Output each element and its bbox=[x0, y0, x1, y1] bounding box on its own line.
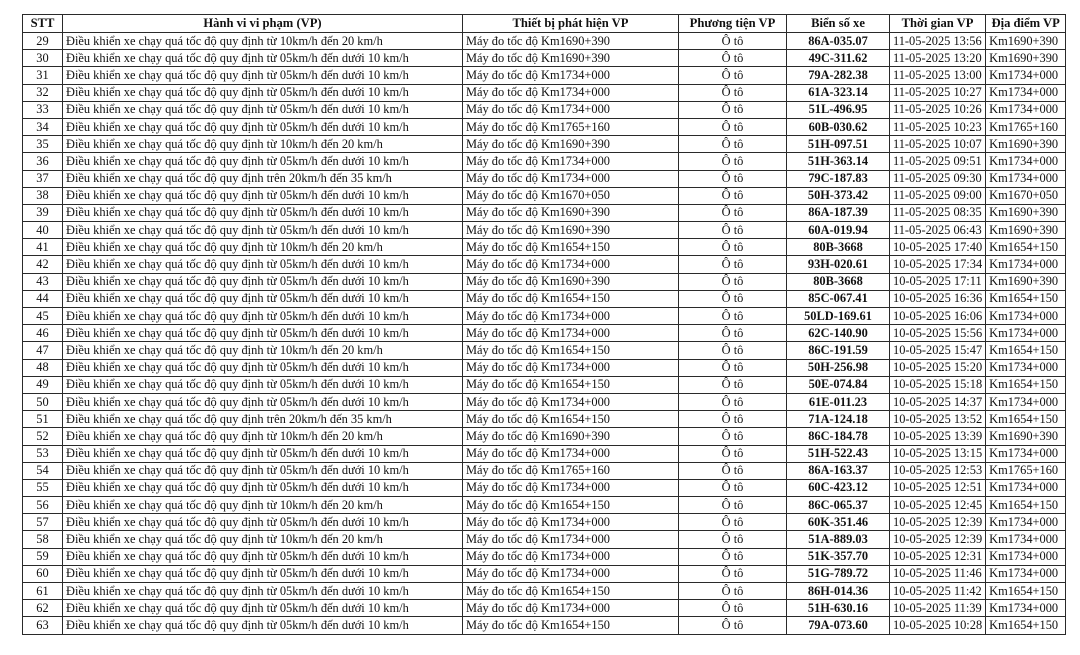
table-row bbox=[23, 462, 1066, 479]
cell-vehicle: Ô tô bbox=[679, 136, 787, 153]
cell-time: 10-05-2025 12:31 bbox=[890, 548, 986, 565]
cell-location: Km1734+000 bbox=[986, 256, 1066, 273]
cell-time: 10-05-2025 15:18 bbox=[890, 376, 986, 393]
table-row bbox=[23, 187, 1066, 204]
cell-vehicle: Ô tô bbox=[679, 204, 787, 221]
cell-behavior: Điều khiển xe chạy quá tốc độ quy định từ 05km/h đến dưới 10 km/h bbox=[63, 84, 463, 101]
cell-plate: 51H-097.51 bbox=[787, 136, 890, 153]
cell-stt: 52 bbox=[23, 428, 63, 445]
header-device: Thiết bị phát hiện VP bbox=[463, 15, 679, 33]
cell-time: 10-05-2025 11:39 bbox=[890, 600, 986, 617]
cell-plate: 49C-311.62 bbox=[787, 50, 890, 67]
cell-vehicle: Ô tô bbox=[679, 359, 787, 376]
cell-time: 11-05-2025 09:00 bbox=[890, 187, 986, 204]
cell-time: 10-05-2025 17:11 bbox=[890, 273, 986, 290]
cell-plate: 51H-363.14 bbox=[787, 153, 890, 170]
cell-device: Máy đo tốc độ Km1734+000 bbox=[463, 359, 679, 376]
cell-stt: 54 bbox=[23, 462, 63, 479]
cell-time: 11-05-2025 08:35 bbox=[890, 204, 986, 221]
cell-location: Km1654+150 bbox=[986, 239, 1066, 256]
cell-behavior: Điều khiển xe chạy quá tốc độ quy định từ 05km/h đến dưới 10 km/h bbox=[63, 256, 463, 273]
cell-time: 11-05-2025 06:43 bbox=[890, 222, 986, 239]
table-row bbox=[23, 136, 1066, 153]
cell-behavior: Điều khiển xe chạy quá tốc độ quy định từ 10km/h đến 20 km/h bbox=[63, 33, 463, 50]
cell-location: Km1734+000 bbox=[986, 325, 1066, 342]
table-row bbox=[23, 153, 1066, 170]
cell-vehicle: Ô tô bbox=[679, 548, 787, 565]
cell-vehicle: Ô tô bbox=[679, 583, 787, 600]
cell-vehicle: Ô tô bbox=[679, 325, 787, 342]
cell-location: Km1690+390 bbox=[986, 204, 1066, 221]
cell-device: Máy đo tốc độ Km1734+000 bbox=[463, 153, 679, 170]
table-row bbox=[23, 325, 1066, 342]
cell-vehicle: Ô tô bbox=[679, 170, 787, 187]
cell-time: 10-05-2025 17:34 bbox=[890, 256, 986, 273]
table-row bbox=[23, 600, 1066, 617]
cell-behavior: Điều khiển xe chạy quá tốc độ quy định từ 05km/h đến dưới 10 km/h bbox=[63, 187, 463, 204]
header-behavior: Hành vi vi phạm (VP) bbox=[63, 15, 463, 33]
cell-vehicle: Ô tô bbox=[679, 118, 787, 135]
table-row bbox=[23, 514, 1066, 531]
cell-plate: 85C-067.41 bbox=[787, 290, 890, 307]
cell-location: Km1734+000 bbox=[986, 170, 1066, 187]
table-row bbox=[23, 342, 1066, 359]
cell-time: 10-05-2025 13:52 bbox=[890, 411, 986, 428]
cell-stt: 48 bbox=[23, 359, 63, 376]
table-row bbox=[23, 204, 1066, 221]
cell-plate: 51G-789.72 bbox=[787, 565, 890, 582]
cell-vehicle: Ô tô bbox=[679, 273, 787, 290]
cell-time: 11-05-2025 09:30 bbox=[890, 170, 986, 187]
cell-plate: 60B-030.62 bbox=[787, 118, 890, 135]
cell-vehicle: Ô tô bbox=[679, 411, 787, 428]
cell-stt: 33 bbox=[23, 101, 63, 118]
table-row bbox=[23, 548, 1066, 565]
cell-location: Km1734+000 bbox=[986, 479, 1066, 496]
cell-plate: 62C-140.90 bbox=[787, 325, 890, 342]
cell-stt: 51 bbox=[23, 411, 63, 428]
cell-stt: 62 bbox=[23, 600, 63, 617]
cell-behavior: Điều khiển xe chạy quá tốc độ quy định từ 10km/h đến 20 km/h bbox=[63, 497, 463, 514]
header-stt: STT bbox=[23, 15, 63, 33]
cell-device: Máy đo tốc độ Km1734+000 bbox=[463, 479, 679, 496]
cell-location: Km1654+150 bbox=[986, 411, 1066, 428]
table-row bbox=[23, 256, 1066, 273]
cell-plate: 51A-889.03 bbox=[787, 531, 890, 548]
cell-plate: 50H-373.42 bbox=[787, 187, 890, 204]
cell-device: Máy đo tốc độ Km1734+000 bbox=[463, 325, 679, 342]
table-row bbox=[23, 479, 1066, 496]
cell-location: Km1690+390 bbox=[986, 136, 1066, 153]
cell-time: 10-05-2025 12:45 bbox=[890, 497, 986, 514]
cell-plate: 50LD-169.61 bbox=[787, 308, 890, 325]
cell-time: 10-05-2025 12:39 bbox=[890, 514, 986, 531]
cell-behavior: Điều khiển xe chạy quá tốc độ quy định từ 05km/h đến dưới 10 km/h bbox=[63, 325, 463, 342]
cell-location: Km1734+000 bbox=[986, 548, 1066, 565]
cell-behavior: Điều khiển xe chạy quá tốc độ quy định từ 05km/h đến dưới 10 km/h bbox=[63, 204, 463, 221]
cell-plate: 86C-191.59 bbox=[787, 342, 890, 359]
cell-behavior: Điều khiển xe chạy quá tốc độ quy định từ 10km/h đến 20 km/h bbox=[63, 239, 463, 256]
cell-time: 10-05-2025 12:53 bbox=[890, 462, 986, 479]
cell-plate: 60A-019.94 bbox=[787, 222, 890, 239]
cell-device: Máy đo tốc độ Km1734+000 bbox=[463, 67, 679, 84]
cell-plate: 86A-163.37 bbox=[787, 462, 890, 479]
table-row bbox=[23, 617, 1066, 634]
cell-device: Máy đo tốc độ Km1690+390 bbox=[463, 33, 679, 50]
cell-device: Máy đo tốc độ Km1654+150 bbox=[463, 290, 679, 307]
cell-device: Máy đo tốc độ Km1734+000 bbox=[463, 565, 679, 582]
cell-location: Km1734+000 bbox=[986, 531, 1066, 548]
cell-time: 10-05-2025 11:42 bbox=[890, 583, 986, 600]
table-row bbox=[23, 565, 1066, 582]
cell-vehicle: Ô tô bbox=[679, 290, 787, 307]
cell-time: 10-05-2025 17:40 bbox=[890, 239, 986, 256]
cell-time: 10-05-2025 15:56 bbox=[890, 325, 986, 342]
cell-location: Km1654+150 bbox=[986, 290, 1066, 307]
cell-time: 11-05-2025 10:27 bbox=[890, 84, 986, 101]
cell-location: Km1654+150 bbox=[986, 617, 1066, 634]
cell-plate: 79C-187.83 bbox=[787, 170, 890, 187]
cell-location: Km1654+150 bbox=[986, 342, 1066, 359]
cell-location: Km1765+160 bbox=[986, 118, 1066, 135]
cell-device: Máy đo tốc độ Km1734+000 bbox=[463, 256, 679, 273]
cell-vehicle: Ô tô bbox=[679, 187, 787, 204]
header-plate: Biển số xe bbox=[787, 15, 890, 33]
table-header-row bbox=[23, 15, 1066, 33]
violations-table bbox=[22, 14, 1066, 635]
cell-device: Máy đo tốc độ Km1734+000 bbox=[463, 101, 679, 118]
cell-behavior: Điều khiển xe chạy quá tốc độ quy định từ 05km/h đến dưới 10 km/h bbox=[63, 153, 463, 170]
cell-device: Máy đo tốc độ Km1654+150 bbox=[463, 497, 679, 514]
cell-time: 10-05-2025 10:28 bbox=[890, 617, 986, 634]
cell-stt: 36 bbox=[23, 153, 63, 170]
cell-time: 11-05-2025 13:56 bbox=[890, 33, 986, 50]
cell-vehicle: Ô tô bbox=[679, 342, 787, 359]
cell-location: Km1734+000 bbox=[986, 393, 1066, 410]
table-row bbox=[23, 84, 1066, 101]
cell-behavior: Điều khiển xe chạy quá tốc độ quy định từ 05km/h đến dưới 10 km/h bbox=[63, 617, 463, 634]
cell-device: Máy đo tốc độ Km1654+150 bbox=[463, 342, 679, 359]
cell-device: Máy đo tốc độ Km1734+000 bbox=[463, 445, 679, 462]
cell-vehicle: Ô tô bbox=[679, 67, 787, 84]
cell-time: 11-05-2025 13:20 bbox=[890, 50, 986, 67]
cell-location: Km1670+050 bbox=[986, 187, 1066, 204]
cell-time: 11-05-2025 10:23 bbox=[890, 118, 986, 135]
cell-device: Máy đo tốc độ Km1690+390 bbox=[463, 50, 679, 67]
cell-stt: 32 bbox=[23, 84, 63, 101]
header-vehicle: Phương tiện VP bbox=[679, 15, 787, 33]
cell-location: Km1654+150 bbox=[986, 376, 1066, 393]
header-time: Thời gian VP bbox=[890, 15, 986, 33]
cell-plate: 61E-011.23 bbox=[787, 393, 890, 410]
cell-behavior: Điều khiển xe chạy quá tốc độ quy định từ 05km/h đến dưới 10 km/h bbox=[63, 462, 463, 479]
cell-stt: 39 bbox=[23, 204, 63, 221]
cell-plate: 51L-496.95 bbox=[787, 101, 890, 118]
cell-device: Máy đo tốc độ Km1690+390 bbox=[463, 204, 679, 221]
table-body bbox=[23, 33, 1066, 635]
cell-location: Km1734+000 bbox=[986, 101, 1066, 118]
cell-vehicle: Ô tô bbox=[679, 565, 787, 582]
cell-vehicle: Ô tô bbox=[679, 222, 787, 239]
cell-vehicle: Ô tô bbox=[679, 462, 787, 479]
cell-location: Km1734+000 bbox=[986, 600, 1066, 617]
cell-behavior: Điều khiển xe chạy quá tốc độ quy định từ 05km/h đến dưới 10 km/h bbox=[63, 583, 463, 600]
cell-plate: 51H-630.16 bbox=[787, 600, 890, 617]
cell-stt: 56 bbox=[23, 497, 63, 514]
cell-plate: 86C-065.37 bbox=[787, 497, 890, 514]
cell-behavior: Điều khiển xe chạy quá tốc độ quy định từ 05km/h đến dưới 10 km/h bbox=[63, 118, 463, 135]
cell-plate: 79A-073.60 bbox=[787, 617, 890, 634]
table-row bbox=[23, 33, 1066, 50]
cell-stt: 60 bbox=[23, 565, 63, 582]
table-row bbox=[23, 101, 1066, 118]
table-row bbox=[23, 531, 1066, 548]
cell-location: Km1690+390 bbox=[986, 428, 1066, 445]
cell-device: Máy đo tốc độ Km1734+000 bbox=[463, 84, 679, 101]
cell-plate: 86C-184.78 bbox=[787, 428, 890, 445]
cell-location: Km1690+390 bbox=[986, 33, 1066, 50]
cell-behavior: Điều khiển xe chạy quá tốc độ quy định từ 05km/h đến dưới 10 km/h bbox=[63, 222, 463, 239]
cell-time: 10-05-2025 13:15 bbox=[890, 445, 986, 462]
cell-plate: 79A-282.38 bbox=[787, 67, 890, 84]
cell-location: Km1734+000 bbox=[986, 445, 1066, 462]
cell-location: Km1690+390 bbox=[986, 50, 1066, 67]
cell-stt: 57 bbox=[23, 514, 63, 531]
cell-time: 10-05-2025 12:39 bbox=[890, 531, 986, 548]
cell-plate: 60C-423.12 bbox=[787, 479, 890, 496]
table-row bbox=[23, 50, 1066, 67]
cell-vehicle: Ô tô bbox=[679, 239, 787, 256]
cell-behavior: Điều khiển xe chạy quá tốc độ quy định từ 05km/h đến dưới 10 km/h bbox=[63, 67, 463, 84]
cell-device: Máy đo tốc độ Km1690+390 bbox=[463, 273, 679, 290]
table-row bbox=[23, 497, 1066, 514]
cell-stt: 49 bbox=[23, 376, 63, 393]
cell-plate: 51K-357.70 bbox=[787, 548, 890, 565]
cell-stt: 45 bbox=[23, 308, 63, 325]
cell-stt: 40 bbox=[23, 222, 63, 239]
cell-time: 11-05-2025 10:26 bbox=[890, 101, 986, 118]
cell-device: Máy đo tốc độ Km1654+150 bbox=[463, 617, 679, 634]
cell-location: Km1765+160 bbox=[986, 462, 1066, 479]
cell-behavior: Điều khiển xe chạy quá tốc độ quy định từ 10km/h đến 20 km/h bbox=[63, 342, 463, 359]
table-row bbox=[23, 222, 1066, 239]
cell-vehicle: Ô tô bbox=[679, 497, 787, 514]
cell-stt: 38 bbox=[23, 187, 63, 204]
cell-vehicle: Ô tô bbox=[679, 376, 787, 393]
cell-device: Máy đo tốc độ Km1654+150 bbox=[463, 583, 679, 600]
cell-stt: 50 bbox=[23, 393, 63, 410]
cell-behavior: Điều khiển xe chạy quá tốc độ quy định từ 05km/h đến dưới 10 km/h bbox=[63, 376, 463, 393]
cell-stt: 47 bbox=[23, 342, 63, 359]
cell-behavior: Điều khiển xe chạy quá tốc độ quy định từ 05km/h đến dưới 10 km/h bbox=[63, 308, 463, 325]
cell-stt: 44 bbox=[23, 290, 63, 307]
cell-plate: 60K-351.46 bbox=[787, 514, 890, 531]
table-row bbox=[23, 445, 1066, 462]
cell-behavior: Điều khiển xe chạy quá tốc độ quy định từ 10km/h đến 20 km/h bbox=[63, 136, 463, 153]
cell-stt: 37 bbox=[23, 170, 63, 187]
cell-vehicle: Ô tô bbox=[679, 256, 787, 273]
cell-plate: 80B-3668 bbox=[787, 273, 890, 290]
cell-time: 10-05-2025 14:37 bbox=[890, 393, 986, 410]
cell-behavior: Điều khiển xe chạy quá tốc độ quy định từ 05km/h đến dưới 10 km/h bbox=[63, 479, 463, 496]
cell-vehicle: Ô tô bbox=[679, 393, 787, 410]
cell-plate: 86A-035.07 bbox=[787, 33, 890, 50]
cell-behavior: Điều khiển xe chạy quá tốc độ quy định từ 05km/h đến dưới 10 km/h bbox=[63, 393, 463, 410]
cell-vehicle: Ô tô bbox=[679, 479, 787, 496]
cell-behavior: Điều khiển xe chạy quá tốc độ quy định từ 05km/h đến dưới 10 km/h bbox=[63, 273, 463, 290]
cell-time: 10-05-2025 15:20 bbox=[890, 359, 986, 376]
cell-device: Máy đo tốc độ Km1690+390 bbox=[463, 136, 679, 153]
cell-time: 10-05-2025 13:39 bbox=[890, 428, 986, 445]
cell-stt: 46 bbox=[23, 325, 63, 342]
cell-device: Máy đo tốc độ Km1690+390 bbox=[463, 428, 679, 445]
cell-device: Máy đo tốc độ Km1765+160 bbox=[463, 462, 679, 479]
cell-time: 11-05-2025 09:51 bbox=[890, 153, 986, 170]
cell-location: Km1690+390 bbox=[986, 273, 1066, 290]
cell-behavior: Điều khiển xe chạy quá tốc độ quy định từ 10km/h đến 20 km/h bbox=[63, 428, 463, 445]
cell-behavior: Điều khiển xe chạy quá tốc độ quy định từ 05km/h đến dưới 10 km/h bbox=[63, 359, 463, 376]
cell-plate: 71A-124.18 bbox=[787, 411, 890, 428]
cell-behavior: Điều khiển xe chạy quá tốc độ quy định từ 05km/h đến dưới 10 km/h bbox=[63, 565, 463, 582]
table-row bbox=[23, 239, 1066, 256]
cell-plate: 50H-256.98 bbox=[787, 359, 890, 376]
cell-time: 11-05-2025 13:00 bbox=[890, 67, 986, 84]
cell-vehicle: Ô tô bbox=[679, 33, 787, 50]
cell-vehicle: Ô tô bbox=[679, 153, 787, 170]
table-row bbox=[23, 359, 1066, 376]
cell-vehicle: Ô tô bbox=[679, 600, 787, 617]
cell-location: Km1654+150 bbox=[986, 497, 1066, 514]
table-row bbox=[23, 376, 1066, 393]
cell-location: Km1734+000 bbox=[986, 84, 1066, 101]
cell-time: 10-05-2025 15:47 bbox=[890, 342, 986, 359]
cell-device: Máy đo tốc độ Km1654+150 bbox=[463, 239, 679, 256]
cell-location: Km1690+390 bbox=[986, 222, 1066, 239]
cell-device: Máy đo tốc độ Km1690+390 bbox=[463, 222, 679, 239]
cell-device: Máy đo tốc độ Km1734+000 bbox=[463, 548, 679, 565]
cell-vehicle: Ô tô bbox=[679, 428, 787, 445]
cell-behavior: Điều khiển xe chạy quá tốc độ quy định trên 20km/h đến 35 km/h bbox=[63, 411, 463, 428]
cell-behavior: Điều khiển xe chạy quá tốc độ quy định từ 05km/h đến dưới 10 km/h bbox=[63, 514, 463, 531]
cell-location: Km1734+000 bbox=[986, 153, 1066, 170]
cell-plate: 86H-014.36 bbox=[787, 583, 890, 600]
cell-device: Máy đo tốc độ Km1734+000 bbox=[463, 531, 679, 548]
cell-location: Km1734+000 bbox=[986, 514, 1066, 531]
cell-vehicle: Ô tô bbox=[679, 531, 787, 548]
header-location: Địa điểm VP bbox=[986, 15, 1066, 33]
cell-device: Máy đo tốc độ Km1765+160 bbox=[463, 118, 679, 135]
cell-plate: 50E-074.84 bbox=[787, 376, 890, 393]
cell-device: Máy đo tốc độ Km1734+000 bbox=[463, 308, 679, 325]
cell-device: Máy đo tốc độ Km1734+000 bbox=[463, 170, 679, 187]
cell-device: Máy đo tốc độ Km1670+050 bbox=[463, 187, 679, 204]
cell-stt: 42 bbox=[23, 256, 63, 273]
cell-behavior: Điều khiển xe chạy quá tốc độ quy định từ 05km/h đến dưới 10 km/h bbox=[63, 50, 463, 67]
cell-location: Km1734+000 bbox=[986, 359, 1066, 376]
cell-vehicle: Ô tô bbox=[679, 84, 787, 101]
table-row bbox=[23, 118, 1066, 135]
cell-stt: 58 bbox=[23, 531, 63, 548]
table-row bbox=[23, 308, 1066, 325]
cell-plate: 93H-020.61 bbox=[787, 256, 890, 273]
cell-behavior: Điều khiển xe chạy quá tốc độ quy định từ 10km/h đến 20 km/h bbox=[63, 531, 463, 548]
cell-location: Km1734+000 bbox=[986, 565, 1066, 582]
cell-location: Km1734+000 bbox=[986, 67, 1066, 84]
cell-device: Máy đo tốc độ Km1734+000 bbox=[463, 514, 679, 531]
cell-device: Máy đo tốc độ Km1654+150 bbox=[463, 376, 679, 393]
cell-location: Km1654+150 bbox=[986, 583, 1066, 600]
table-row bbox=[23, 67, 1066, 84]
cell-stt: 53 bbox=[23, 445, 63, 462]
cell-vehicle: Ô tô bbox=[679, 617, 787, 634]
cell-stt: 55 bbox=[23, 479, 63, 496]
cell-vehicle: Ô tô bbox=[679, 50, 787, 67]
cell-plate: 86A-187.39 bbox=[787, 204, 890, 221]
cell-vehicle: Ô tô bbox=[679, 101, 787, 118]
cell-vehicle: Ô tô bbox=[679, 514, 787, 531]
cell-time: 10-05-2025 11:46 bbox=[890, 565, 986, 582]
cell-plate: 80B-3668 bbox=[787, 239, 890, 256]
cell-stt: 35 bbox=[23, 136, 63, 153]
table-row bbox=[23, 583, 1066, 600]
cell-behavior: Điều khiển xe chạy quá tốc độ quy định từ 05km/h đến dưới 10 km/h bbox=[63, 548, 463, 565]
table-row bbox=[23, 170, 1066, 187]
cell-stt: 34 bbox=[23, 118, 63, 135]
table-row bbox=[23, 393, 1066, 410]
cell-time: 10-05-2025 16:36 bbox=[890, 290, 986, 307]
cell-device: Máy đo tốc độ Km1654+150 bbox=[463, 411, 679, 428]
cell-time: 10-05-2025 16:06 bbox=[890, 308, 986, 325]
cell-behavior: Điều khiển xe chạy quá tốc độ quy định từ 05km/h đến dưới 10 km/h bbox=[63, 290, 463, 307]
cell-plate: 61A-323.14 bbox=[787, 84, 890, 101]
cell-behavior: Điều khiển xe chạy quá tốc độ quy định từ 05km/h đến dưới 10 km/h bbox=[63, 600, 463, 617]
cell-stt: 41 bbox=[23, 239, 63, 256]
cell-behavior: Điều khiển xe chạy quá tốc độ quy định từ 05km/h đến dưới 10 km/h bbox=[63, 445, 463, 462]
cell-time: 11-05-2025 10:07 bbox=[890, 136, 986, 153]
cell-stt: 63 bbox=[23, 617, 63, 634]
cell-behavior: Điều khiển xe chạy quá tốc độ quy định trên 20km/h đến 35 km/h bbox=[63, 170, 463, 187]
cell-time: 10-05-2025 12:51 bbox=[890, 479, 986, 496]
cell-device: Máy đo tốc độ Km1734+000 bbox=[463, 600, 679, 617]
table-row bbox=[23, 428, 1066, 445]
cell-device: Máy đo tốc độ Km1734+000 bbox=[463, 393, 679, 410]
cell-vehicle: Ô tô bbox=[679, 308, 787, 325]
cell-stt: 30 bbox=[23, 50, 63, 67]
table-row bbox=[23, 411, 1066, 428]
cell-vehicle: Ô tô bbox=[679, 445, 787, 462]
cell-stt: 31 bbox=[23, 67, 63, 84]
table-row bbox=[23, 290, 1066, 307]
cell-stt: 29 bbox=[23, 33, 63, 50]
table-row bbox=[23, 273, 1066, 290]
cell-location: Km1734+000 bbox=[986, 308, 1066, 325]
cell-stt: 59 bbox=[23, 548, 63, 565]
cell-stt: 61 bbox=[23, 583, 63, 600]
cell-stt: 43 bbox=[23, 273, 63, 290]
cell-plate: 51H-522.43 bbox=[787, 445, 890, 462]
cell-behavior: Điều khiển xe chạy quá tốc độ quy định từ 05km/h đến dưới 10 km/h bbox=[63, 101, 463, 118]
